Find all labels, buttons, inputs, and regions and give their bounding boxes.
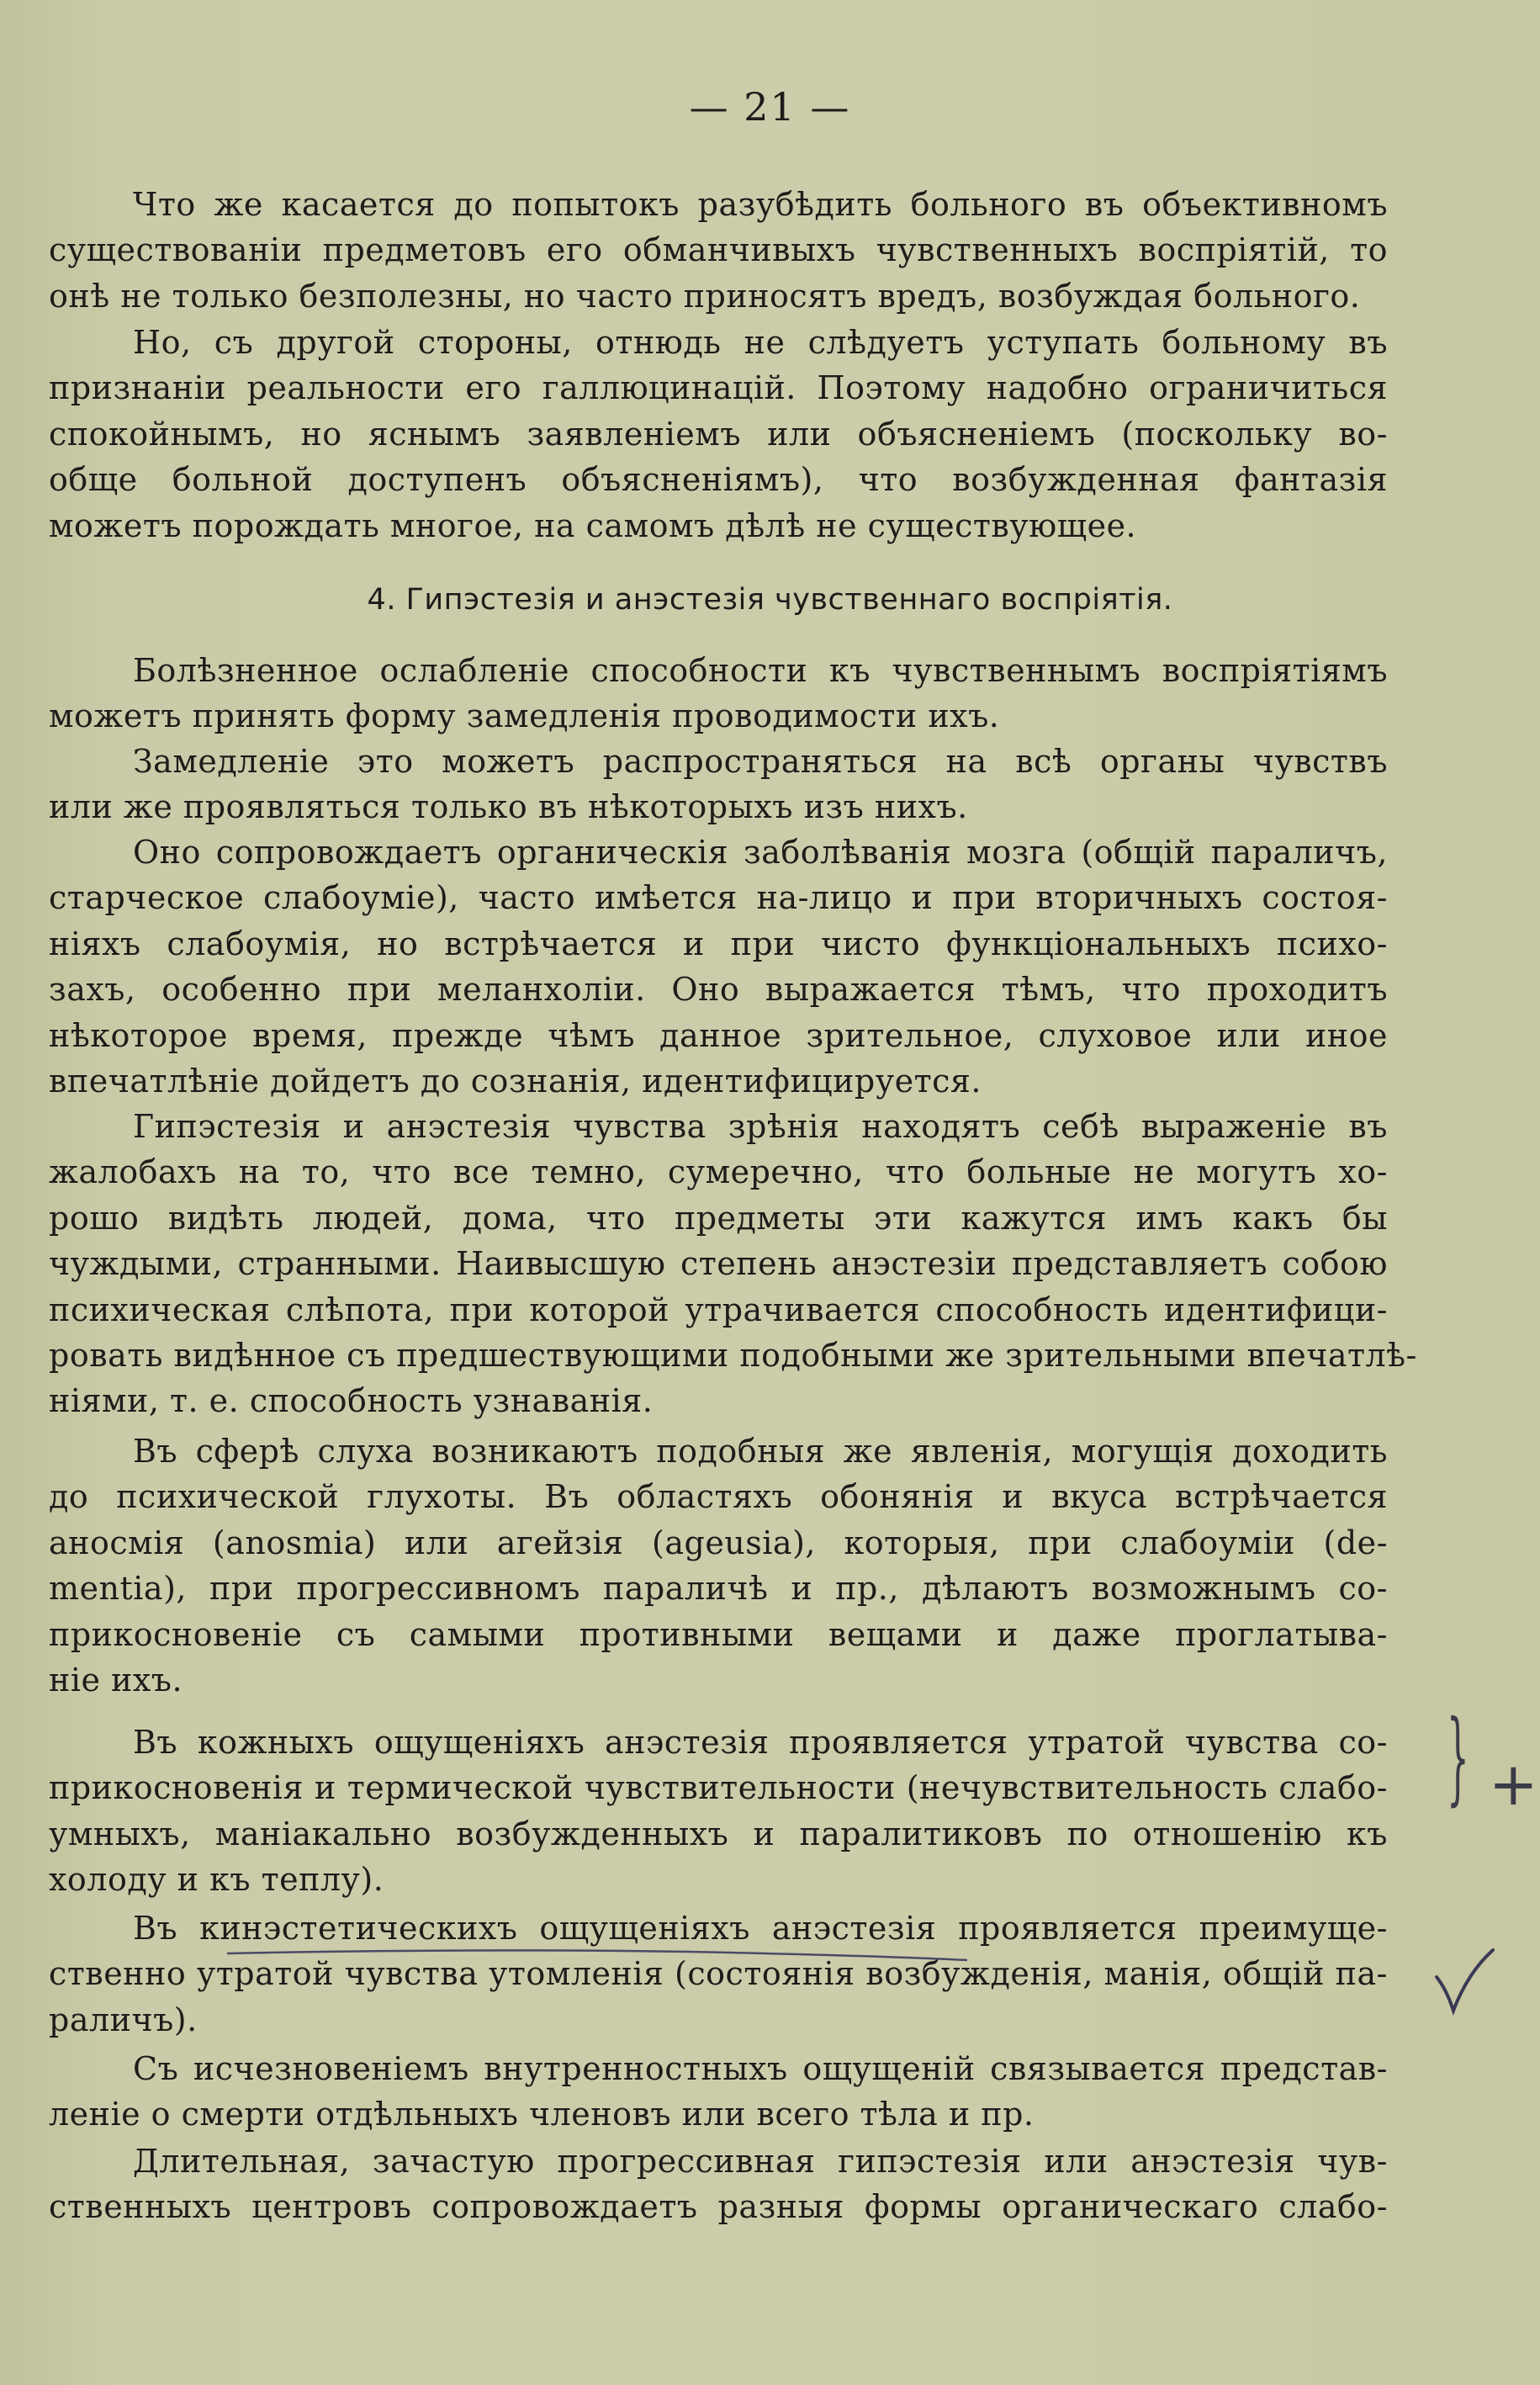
paragraph-5 (49, 829, 1388, 1104)
text-line: нѣкоторое время, прежде чѣмъ данное зрительное, слуховое или иное (49, 1016, 1388, 1054)
text-line: Длительная, зачастую прогрессивная гипэстезія или анэстезія чув- (133, 2143, 1388, 2180)
text-line: раличъ). (49, 2001, 198, 2038)
text-line: Что же касается до попытокъ разубѣдить больного въ объективномъ (133, 186, 1388, 223)
text-line: можетъ порождать многое, на самомъ дѣлѣ не существующее. (49, 506, 1137, 544)
text-line: спокойнымъ, но яснымъ заявленіемъ или объясненіемъ (поскольку во- (49, 415, 1388, 453)
text-line: ственныхъ центровъ сопровождаетъ разныя формы органическаго слабо- (49, 2188, 1388, 2226)
text-line: холоду и къ теплу). (49, 1861, 384, 1899)
text-line: Оно сопровождаетъ органическія заболѣванія мозга (общій параличъ, (133, 834, 1388, 871)
paragraph-3 (49, 648, 1388, 739)
handwritten-check-mark (1430, 1943, 1497, 2019)
text-line: ровать видѣнное съ предшествующими подобными же зрительными впечатлѣ- (49, 1337, 1417, 1375)
handwritten-underline (219, 1943, 976, 1969)
paragraph-2 (49, 320, 1388, 549)
paragraph-1 (49, 182, 1388, 319)
text-line: захъ, особенно при меланхоліи. Оно выражается тѣмъ, что проходитъ (49, 971, 1388, 1009)
text-line: ніями, т. е. способность узнаванія. (49, 1382, 654, 1420)
text-line: Въ сферѣ слуха возникаютъ подобныя же явленія, могущія доходить (133, 1433, 1388, 1470)
text-line: прикосновенія и термической чувствительности (нечувствительность слабо- (49, 1769, 1388, 1807)
text-line: леніе о смерти отдѣльныхъ членовъ или всего тѣла и пр. (49, 2096, 1035, 2133)
text-line: старческое слабоуміе), часто имѣется на-лицо и при вторичныхъ состоя- (49, 879, 1388, 917)
handwritten-plus-mark: + (1489, 1750, 1538, 1819)
text-line: чуждыми, странными. Наивысшую степень анэстезіи представляетъ собою (49, 1245, 1388, 1283)
text-line: жалобахъ на то, что все темно, сумеречно, что больные не могутъ хо- (49, 1153, 1388, 1191)
text-line: существованіи предметовъ его обманчивыхъ чувственныхъ воспріятій, то (49, 231, 1388, 269)
paragraph-11 (49, 2139, 1388, 2230)
paragraph-10 (49, 2046, 1388, 2138)
text-line: прикосновеніе съ самыми противными вещами и даже проглатыва- (49, 1615, 1388, 1653)
text-line: Замедленіе это можетъ распространяться на всѣ органы чувствъ (133, 743, 1388, 780)
text-line: обще больной доступенъ объясненіямъ), что возбужденная фантазія (49, 461, 1388, 499)
paragraph-9 (49, 1905, 1388, 2043)
text-line: впечатлѣніе дойдетъ до сознанія, идентифицируется. (49, 1063, 982, 1100)
paragraph-8 (49, 1720, 1388, 1903)
paragraph-7 (49, 1428, 1388, 1703)
paragraph-4 (49, 739, 1388, 830)
text-line: ніяхъ слабоумія, но встрѣчается и при чисто функціональныхъ психо- (49, 925, 1388, 962)
handwritten-brace-mark: } (1447, 1699, 1469, 1816)
text-line: аносмія (anosmia) или агейзія (ageusia), которыя, при слабоуміи (de- (49, 1524, 1388, 1561)
paragraph-6 (49, 1104, 1417, 1424)
text-line: ніе ихъ. (49, 1662, 183, 1699)
text-line: онѣ не только безполезны, но часто приносятъ вредъ, возбуждая больного. (49, 277, 1361, 315)
text-line: до психической глухоты. Въ областяхъ обонянія и вкуса встрѣчается (49, 1478, 1388, 1516)
section-heading: 4. Гипэстезія и анэстезія чувственнаго воспріятія. (367, 583, 1173, 617)
text-line: mentia), при прогрессивномъ параличѣ и пр., дѣлаютъ возможнымъ со- (49, 1570, 1388, 1608)
text-line: можетъ принять форму замедленія проводимости ихъ. (49, 697, 1000, 735)
text-line: умныхъ, маніакально возбужденныхъ и паралитиковъ по отношенію къ (49, 1815, 1388, 1852)
text-line: психическая слѣпота, при которой утрачивается способность идентифици- (49, 1291, 1388, 1328)
text-line: рошо видѣть людей, дома, что предметы эти кажутся имъ какъ бы (49, 1199, 1388, 1237)
text-line: Болѣзненное ослабленіе способности къ чувственнымъ воспріятіямъ (133, 652, 1388, 689)
text-line: Съ исчезновеніемъ внутренностныхъ ощущеній связывается представ- (133, 2050, 1388, 2087)
text-line: Въ кожныхъ ощущеніяхъ анэстезія проявляется утратой чувства со- (133, 1724, 1388, 1761)
text-line: Въ кинэстетическихъ ощущеніяхъ анэстезія проявляется преимуще- (133, 1910, 1388, 1947)
text-line: или же проявляться только въ нѣкоторыхъ изъ нихъ. (49, 788, 968, 826)
text-line: признаніи реальности его галлюцинацій. Поэтому надобно ограничиться (49, 369, 1388, 407)
text-line: Гипэстезія и анэстезія чувства зрѣнія находятъ себѣ выраженіе въ (133, 1108, 1388, 1145)
text-line: Но, съ другой стороны, отнюдь не слѣдуетъ уступать больному въ (133, 324, 1388, 361)
text-line: ственно утратой чувства утомленія (состоянія возбужденія, манія, общій па- (49, 1955, 1388, 1993)
page-number: — 21 — (689, 84, 851, 130)
